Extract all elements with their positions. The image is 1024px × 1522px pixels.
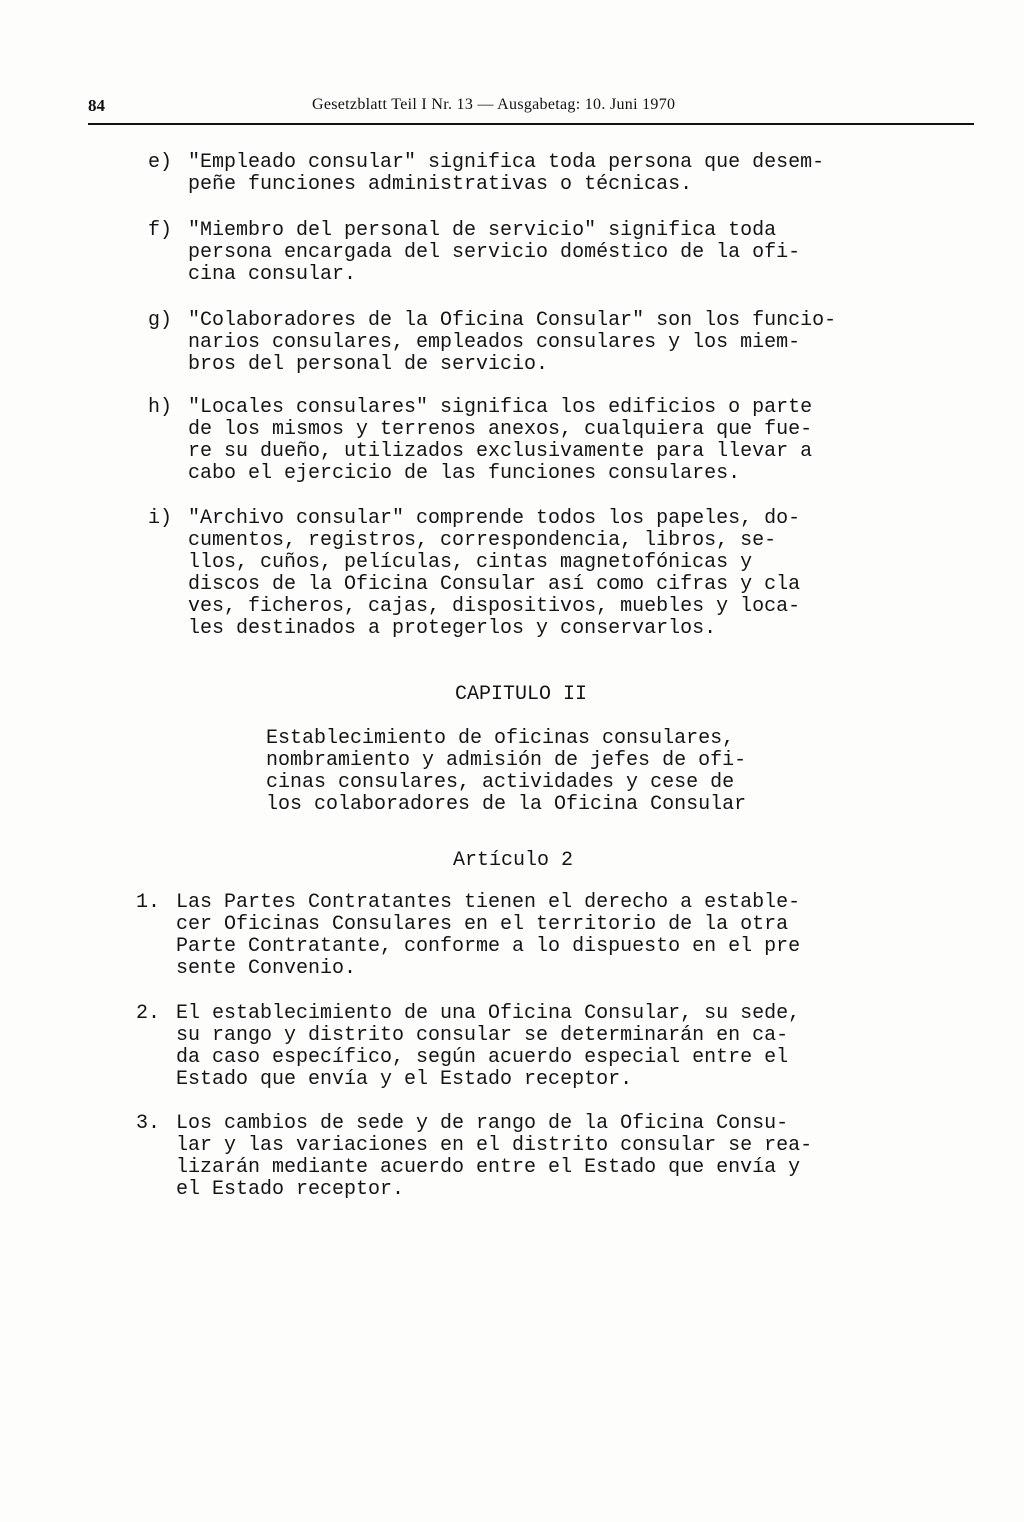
- definition-label: g): [148, 309, 173, 332]
- definition-line: "Colaboradores de la Oficina Consular" son los funcio-: [188, 309, 837, 332]
- paragraph-line: lar y las variaciones en el distrito consular se rea-: [176, 1134, 813, 1157]
- paragraph-line: Parte Contratante, conforme a lo dispuesto en el pre: [176, 935, 801, 958]
- definition-line: narios consulares, empleados consulares y los miem-: [188, 331, 801, 354]
- paragraph-number: 2.: [136, 1002, 161, 1025]
- definition-line: peñe funciones administrativas o técnicas.: [188, 173, 693, 196]
- definition-line: les destinados a protegerlos y conservarlos.: [188, 617, 717, 640]
- definition-line: "Miembro del personal de servicio" significa toda: [188, 219, 777, 242]
- chapter-subtitle-line: los colaboradores de la Oficina Consular: [266, 793, 747, 816]
- paragraph-line: sente Convenio.: [176, 957, 357, 980]
- definition-label: f): [148, 219, 173, 242]
- paragraph-line: el Estado receptor.: [176, 1178, 405, 1201]
- article-title: Artículo 2: [453, 849, 574, 872]
- paragraph-number: 3.: [136, 1112, 161, 1135]
- chapter-title: CAPITULO II: [455, 683, 588, 706]
- paragraph-line: su rango y distrito consular se determinarán en ca-: [176, 1024, 789, 1047]
- page-number: 84: [88, 96, 105, 115]
- paragraph-line: Estado que envía y el Estado receptor.: [176, 1068, 633, 1091]
- definition-line: cumentos, registros, correspondencia, libros, se-: [188, 529, 777, 552]
- chapter-subtitle-line: Establecimiento de oficinas consulares,: [266, 727, 735, 750]
- paragraph-number: 1.: [136, 891, 161, 914]
- definition-line: ves, ficheros, cajas, dispositivos, muebles y loca-: [188, 595, 801, 618]
- running-title: Gesetzblatt Teil I Nr. 13 — Ausgabetag: 10. Juni 1970: [312, 96, 676, 113]
- definition-line: "Empleado consular" significa toda persona que desem-: [188, 151, 825, 174]
- paragraph-line: Las Partes Contratantes tienen el derecho a estable-: [176, 891, 801, 914]
- definition-label: i): [148, 507, 173, 530]
- definition-line: "Archivo consular" comprende todos los papeles, do-: [188, 507, 801, 530]
- definition-line: "Locales consulares" significa los edificios o parte: [188, 396, 813, 419]
- paragraph-line: da caso específico, según acuerdo especial entre el: [176, 1046, 789, 1069]
- definition-line: discos de la Oficina Consular así como cifras y cla: [188, 573, 801, 596]
- definition-line: re su dueño, utilizados exclusivamente para llevar a: [188, 440, 813, 463]
- definition-line: de los mismos y terrenos anexos, cualquiera que fue-: [188, 418, 813, 441]
- paragraph-line: lizarán mediante acuerdo entre el Estado que envía y: [176, 1156, 801, 1179]
- definition-line: persona encargada del servicio doméstico de la ofi-: [188, 241, 801, 264]
- chapter-subtitle-line: cinas consulares, actividades y cese de: [266, 771, 735, 794]
- paragraph-line: cer Oficinas Consulares en el territorio de la otra: [176, 913, 789, 936]
- paragraph-line: Los cambios de sede y de rango de la Oficina Consu-: [176, 1112, 789, 1135]
- definition-label: e): [148, 151, 173, 174]
- chapter-subtitle: [266, 728, 746, 816]
- definition-line: llos, cuños, películas, cintas magnetofónicas y: [188, 551, 753, 574]
- definition-label: h): [148, 396, 173, 419]
- chapter-subtitle-line: nombramiento y admisión de jefes de ofi-: [266, 749, 747, 772]
- paragraph-line: El establecimiento de una Oficina Consular, su sede,: [176, 1002, 801, 1025]
- header-rule: [88, 123, 974, 125]
- definition-line: cina consular.: [188, 263, 357, 286]
- definition-line: cabo el ejercicio de las funciones consulares.: [188, 462, 741, 485]
- definition-line: bros del personal de servicio.: [188, 353, 549, 376]
